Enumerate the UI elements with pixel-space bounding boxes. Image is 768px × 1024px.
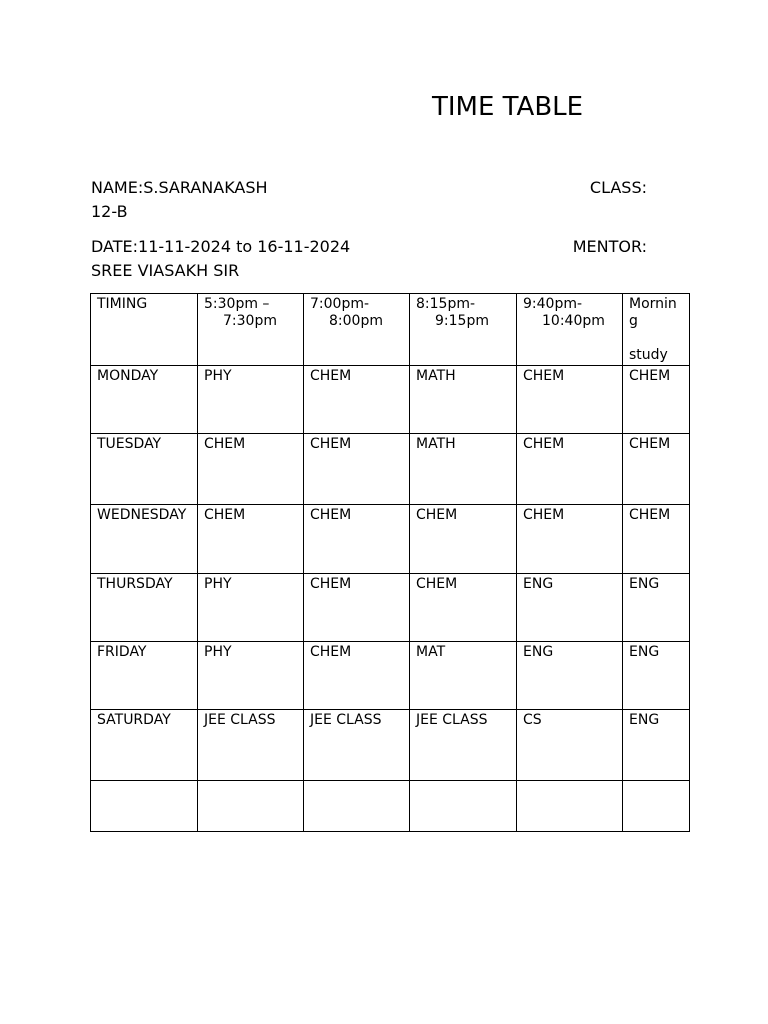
subject-cell: CS: [517, 710, 623, 781]
page-title: TIME TABLE: [432, 92, 584, 122]
subject-cell: CHEM: [410, 505, 517, 574]
student-name: NAME:S.SARANAKASH: [91, 178, 268, 197]
table-row: [91, 505, 690, 574]
day-cell: MONDAY: [91, 366, 198, 434]
student-info: [91, 176, 651, 224]
date-range: DATE:11-11-2024 to 16-11-2024: [91, 237, 351, 256]
subject-cell: CHEM: [198, 434, 304, 505]
subject-cell: MAT: [410, 642, 517, 710]
empty-cell: [91, 781, 198, 832]
timetable: [90, 293, 690, 832]
morning-label-part: g: [629, 313, 638, 329]
empty-row: [91, 781, 690, 832]
table-row: [91, 366, 690, 434]
slot-start: 9:40pm-: [523, 296, 583, 312]
morning-label-part: Mornin: [629, 296, 677, 312]
subject-cell: CHEM: [304, 574, 410, 642]
day-cell: THURSDAY: [91, 574, 198, 642]
subject-cell: CHEM: [304, 505, 410, 574]
table-row: [91, 710, 690, 781]
subject-cell: PHY: [198, 642, 304, 710]
subject-cell: CHEM: [304, 642, 410, 710]
mentor-value: SREE VIASAKH SIR: [91, 261, 240, 280]
table-row: [91, 434, 690, 505]
empty-cell: [304, 781, 410, 832]
subject-cell: MATH: [410, 366, 517, 434]
subject-cell: PHY: [198, 366, 304, 434]
slot-end: 9:15pm: [435, 313, 489, 329]
timing-header: TIMING: [91, 294, 198, 366]
subject-cell: ENG: [623, 710, 690, 781]
subject-cell: CHEM: [517, 434, 623, 505]
subject-cell: CHEM: [198, 505, 304, 574]
subject-cell: CHEM: [623, 434, 690, 505]
subject-cell: MATH: [410, 434, 517, 505]
subject-cell: ENG: [517, 574, 623, 642]
subject-cell: PHY: [198, 574, 304, 642]
subject-cell: ENG: [517, 642, 623, 710]
empty-cell: [517, 781, 623, 832]
subject-cell: ENG: [623, 642, 690, 710]
subject-cell: JEE CLASS: [410, 710, 517, 781]
day-cell: TUESDAY: [91, 434, 198, 505]
empty-cell: [410, 781, 517, 832]
subject-cell: CHEM: [623, 366, 690, 434]
subject-cell: CHEM: [517, 366, 623, 434]
table-row: [91, 642, 690, 710]
study-label: study: [629, 347, 668, 363]
header-row: [91, 294, 690, 366]
subject-cell: CHEM: [304, 366, 410, 434]
day-cell: FRIDAY: [91, 642, 198, 710]
subject-cell: CHEM: [304, 434, 410, 505]
subject-cell: JEE CLASS: [198, 710, 304, 781]
slot-start: 7:00pm-: [310, 296, 370, 312]
subject-cell: JEE CLASS: [304, 710, 410, 781]
empty-cell: [198, 781, 304, 832]
subject-cell: ENG: [623, 574, 690, 642]
slot-header: [304, 294, 410, 366]
day-cell: SATURDAY: [91, 710, 198, 781]
table-row: [91, 574, 690, 642]
day-cell: WEDNESDAY: [91, 505, 198, 574]
mentor-label: MENTOR:: [572, 237, 647, 256]
class-value: 12-B: [91, 202, 128, 221]
subject-cell: CHEM: [410, 574, 517, 642]
slot-end: 10:40pm: [542, 313, 605, 329]
slot-header: [410, 294, 517, 366]
slot-end: 8:00pm: [329, 313, 383, 329]
morning-study-header: [623, 294, 690, 366]
subject-cell: CHEM: [517, 505, 623, 574]
slot-header: [198, 294, 304, 366]
slot-start: 8:15pm-: [416, 296, 476, 312]
date-mentor-info: [91, 235, 651, 283]
class-label: CLASS:: [589, 178, 647, 197]
slot-start: 5:30pm –: [204, 296, 270, 312]
slot-header: [517, 294, 623, 366]
slot-end: 7:30pm: [223, 313, 277, 329]
subject-cell: CHEM: [623, 505, 690, 574]
empty-cell: [623, 781, 690, 832]
